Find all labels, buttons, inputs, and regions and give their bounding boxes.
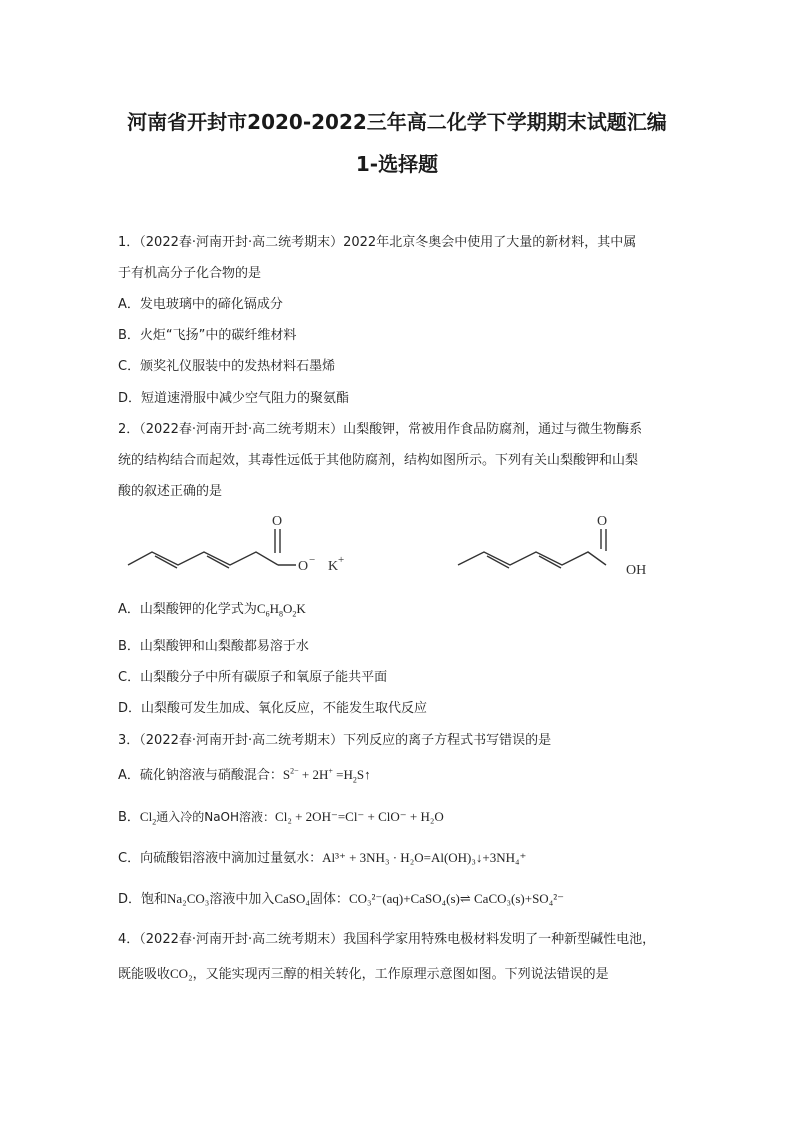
- q1-option-b: B．火炬“飞扬”中的碳纤维材料: [118, 328, 297, 343]
- q1-option-a: A．发电玻璃中的碲化镉成分: [118, 297, 283, 312]
- q3-option-b: B．$Cl_2$通入冷的NaOH溶液：Cl₂ + 2OH⁻=Cl⁻ + ClO⁻ + H₂O: [118, 809, 444, 827]
- carbonyl-oxygen: O: [272, 514, 283, 529]
- q1-stem-line2: 于有机高分子化合物的是: [118, 266, 262, 281]
- q3-option-d: D．饱和Na₂CO₃溶液中加入CaSO₄固体：CO₃²⁻(aq)+CaSO₄(s)⇌ CaCO₃(s)+SO₄²⁻: [118, 891, 564, 907]
- document-title: 河南省开封市2020-2022三年高二化学下学期期末试题汇编: [127, 110, 667, 134]
- q2-stem-line2: 统的结构结合而起效，其毒性远低于其他防腐剂，结构如图所示。下列有关山梨酸钾和山梨: [118, 453, 639, 468]
- potassium-ion: K: [328, 559, 339, 574]
- svg-text:+: +: [338, 554, 345, 566]
- q3-stem: 3．（2022春·河南开封·高二统考期末）下列反应的离子方程式书写错误的是: [118, 733, 552, 748]
- q2-option-a: A．山梨酸钾的化学式为$C_6H_8O_2K$: [118, 601, 306, 619]
- carboxylate-oxygen: O: [298, 559, 309, 574]
- q3-option-a: A．硫化钠溶液与硝酸混合：$S^{2-} + 2H^+$ $=H_2S↑$: [118, 766, 371, 785]
- hydroxyl-group: OH: [626, 563, 647, 578]
- svg-text:−: −: [309, 554, 316, 566]
- q1-option-d: D．短道速滑服中减少空气阻力的聚氨酯: [118, 391, 350, 406]
- q4-stem-line1: 4．（2022春·河南开封·高二统考期末）我国科学家用特殊电极材料发明了一种新型碱性电池，: [118, 932, 656, 947]
- q2-stem-line3: 酸的叙述正确的是: [118, 484, 223, 499]
- document-subtitle: 1-选择题: [355, 152, 439, 176]
- q2-option-b: B．山梨酸钾和山梨酸都易溶于水: [118, 639, 309, 654]
- potassium-sorbate-structure: [120, 503, 380, 583]
- q2-option-c: C．山梨酸分子中所有碳原子和氧原子能共平面: [118, 670, 388, 685]
- q1-stem-line1: 1．（2022春·河南开封·高二统考期末）2022年北京冬奥会中使用了大量的新材料，其中属: [118, 235, 637, 250]
- carbonyl-oxygen: O: [597, 514, 608, 529]
- q3-option-c: C．向硫酸铝溶液中滴加过量氨水：Al³⁺ + 3NH₃ · H₂O=Al(OH)₃↓+3NH₄⁺: [118, 850, 527, 866]
- q1-option-c: C．颁奖礼仪服装中的发热材料石墨烯: [118, 359, 336, 374]
- q4-stem-line2: 既能吸收CO₂，又能实现丙三醇的相关转化，工作原理示意图如图。下列说法错误的是: [118, 966, 609, 982]
- q2-option-d: D．山梨酸可发生加成、氧化反应，不能发生取代反应: [118, 701, 428, 716]
- sorbic-acid-structure: [450, 503, 680, 583]
- q2-stem-line1: 2．（2022春·河南开封·高二统考期末）山梨酸钾，常被用作食品防腐剂，通过与微生物酶系: [118, 422, 643, 437]
